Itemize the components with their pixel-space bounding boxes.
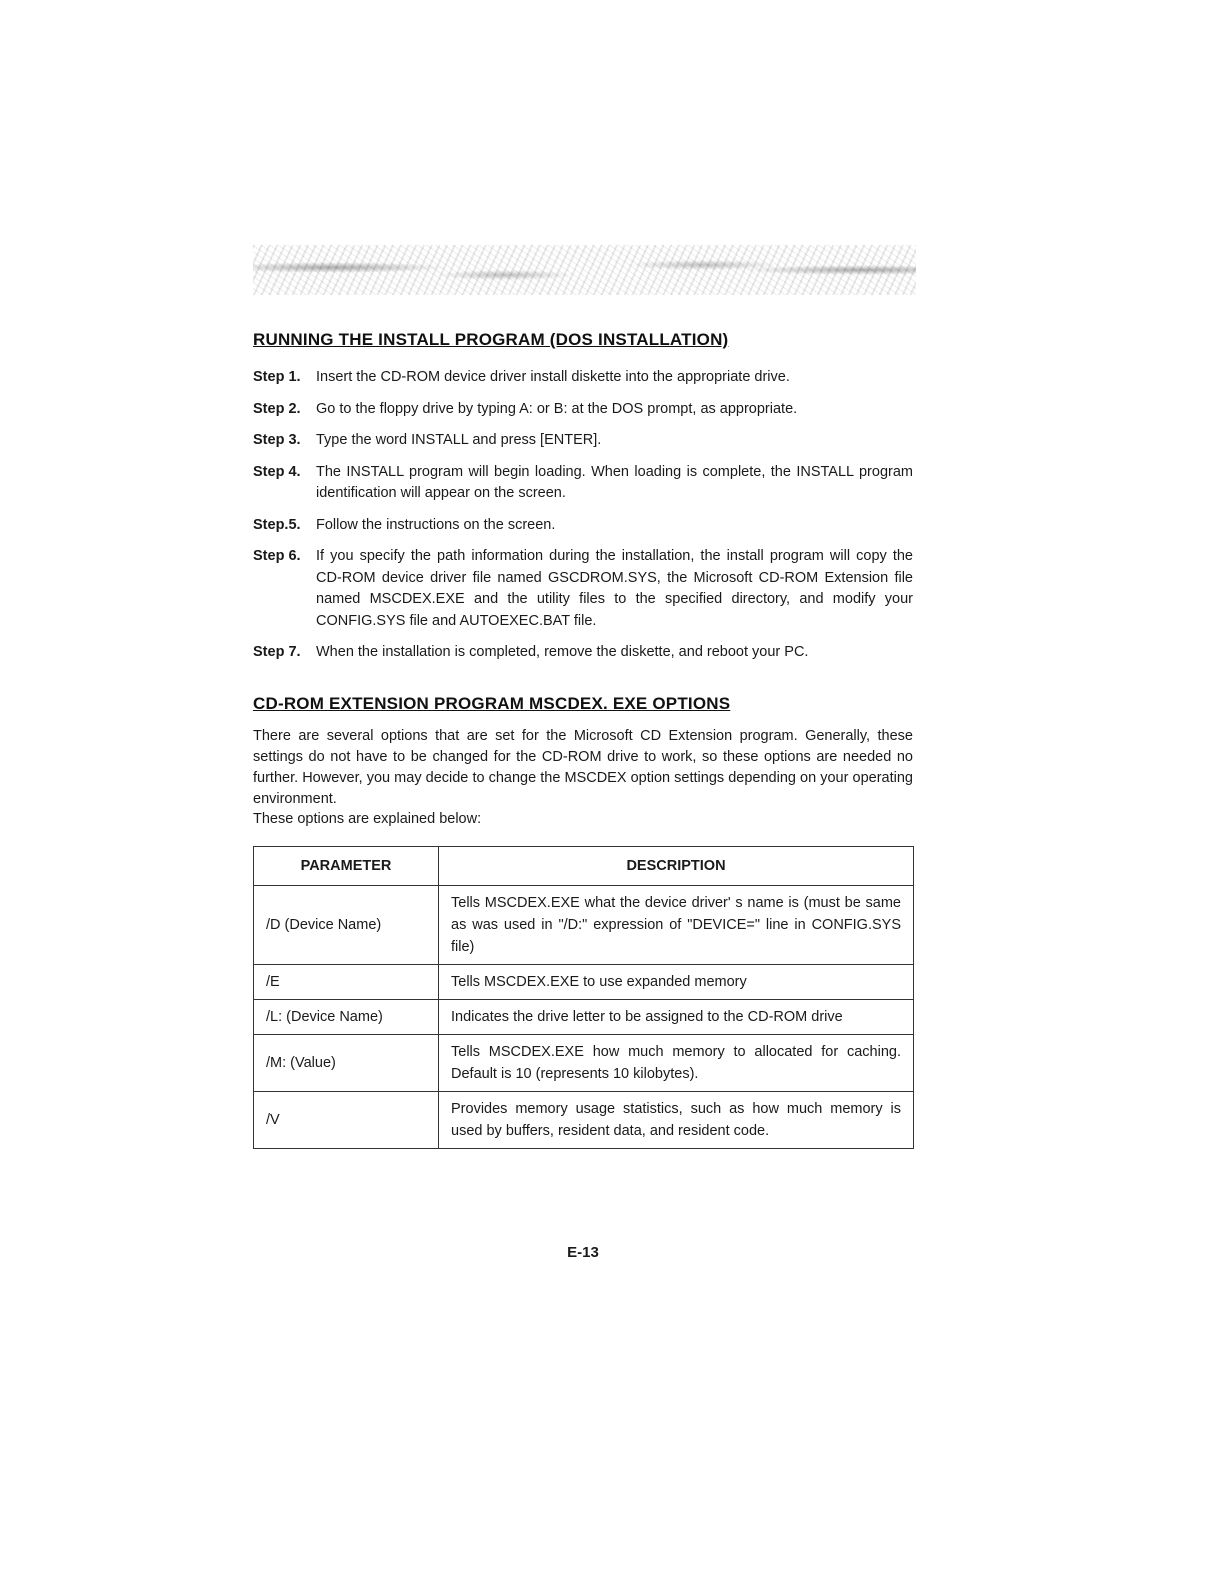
step-label: Step 1. xyxy=(253,369,301,385)
parameter-cell: /E xyxy=(254,965,439,1000)
step-text: When the installation is completed, remove the diskette, and reboot your PC. xyxy=(316,644,809,660)
step-text: Insert the CD-ROM device driver install diskette into the appropriate drive. xyxy=(316,369,790,385)
header-parameter: PARAMETER xyxy=(254,847,439,886)
step-text: If you specify the path information during the installation, the install program will copy the CD-ROM device driver file named GSCDROM.SYS, the Microsoft CD-ROM Extension file named MSCDEX.EXE and the utility files to the specified directory, and modify your CONFIG.SYS file and AUTOEXEC.BAT file. xyxy=(316,548,913,629)
table-row xyxy=(254,1000,914,1035)
step-label: Step 2. xyxy=(253,400,301,417)
table-row xyxy=(254,1035,914,1092)
step-item xyxy=(253,430,913,452)
description-cell: Tells MSCDEX.EXE what the device driver' s name is (must be same as was used in "/D:" expression of "DEVICE=" line in CONFIG.SYS file) xyxy=(439,886,914,965)
intro-paragraph: There are several options that are set for the Microsoft CD Extension program. Generally, these settings do not have to be changed for the CD-ROM drive to work, so these options are needed no further. However, you may decide to change the MSCDEX option settings depending on your operating environment. xyxy=(253,728,913,807)
step-text: Follow the instructions on the screen. xyxy=(316,516,556,533)
install-steps-list xyxy=(253,367,913,674)
header-description: DESCRIPTION xyxy=(439,847,914,886)
page-number: E-13 xyxy=(567,1244,599,1261)
table-row xyxy=(254,886,914,965)
step-item xyxy=(253,367,913,389)
description-cell: Indicates the drive letter to be assigned to the CD-ROM drive xyxy=(439,1000,914,1035)
parameter-cell: /D (Device Name) xyxy=(254,886,439,965)
options-table xyxy=(253,846,914,1149)
table-header-row xyxy=(254,847,914,886)
step-item xyxy=(253,462,913,505)
section-heading-install: RUNNING THE INSTALL PROGRAM (DOS INSTALLATION) xyxy=(253,330,729,349)
section-heading-mscdex: CD-ROM EXTENSION PROGRAM MSCDEX. EXE OPTIONS xyxy=(253,694,731,713)
step-text: The INSTALL program will begin loading. When loading is complete, the INSTALL program identification will appear on the screen. xyxy=(316,463,913,501)
step-text: Go to the floppy drive by typing A: or B: at the DOS prompt, as appropriate. xyxy=(316,400,798,417)
step-text: Type the word INSTALL and press [ENTER]. xyxy=(316,432,602,448)
table-row xyxy=(254,965,914,1000)
step-label: Step 7. xyxy=(253,644,301,660)
step-label: Step 3. xyxy=(253,432,301,448)
description-cell: Provides memory usage statistics, such as how much memory is used by buffers, resident data, and resident code. xyxy=(439,1092,914,1149)
parameter-cell: /M: (Value) xyxy=(254,1035,439,1092)
parameter-cell: /V xyxy=(254,1092,439,1149)
decorative-banner xyxy=(253,245,916,295)
step-item xyxy=(253,515,913,537)
step-item xyxy=(253,642,913,664)
table-row xyxy=(254,1092,914,1149)
description-cell: Tells MSCDEX.EXE to use expanded memory xyxy=(439,965,914,1000)
step-label: Step 4. xyxy=(253,463,301,480)
step-item xyxy=(253,399,913,421)
description-cell: Tells MSCDEX.EXE how much memory to allocated for caching. Default is 10 (represents 10 kilobytes). xyxy=(439,1035,914,1092)
parameter-cell: /L: (Device Name) xyxy=(254,1000,439,1035)
step-label: Step 6. xyxy=(253,548,301,564)
step-label: Step.5. xyxy=(253,516,301,533)
intro-paragraph-2: These options are explained below: xyxy=(253,811,482,827)
step-item xyxy=(253,546,913,632)
